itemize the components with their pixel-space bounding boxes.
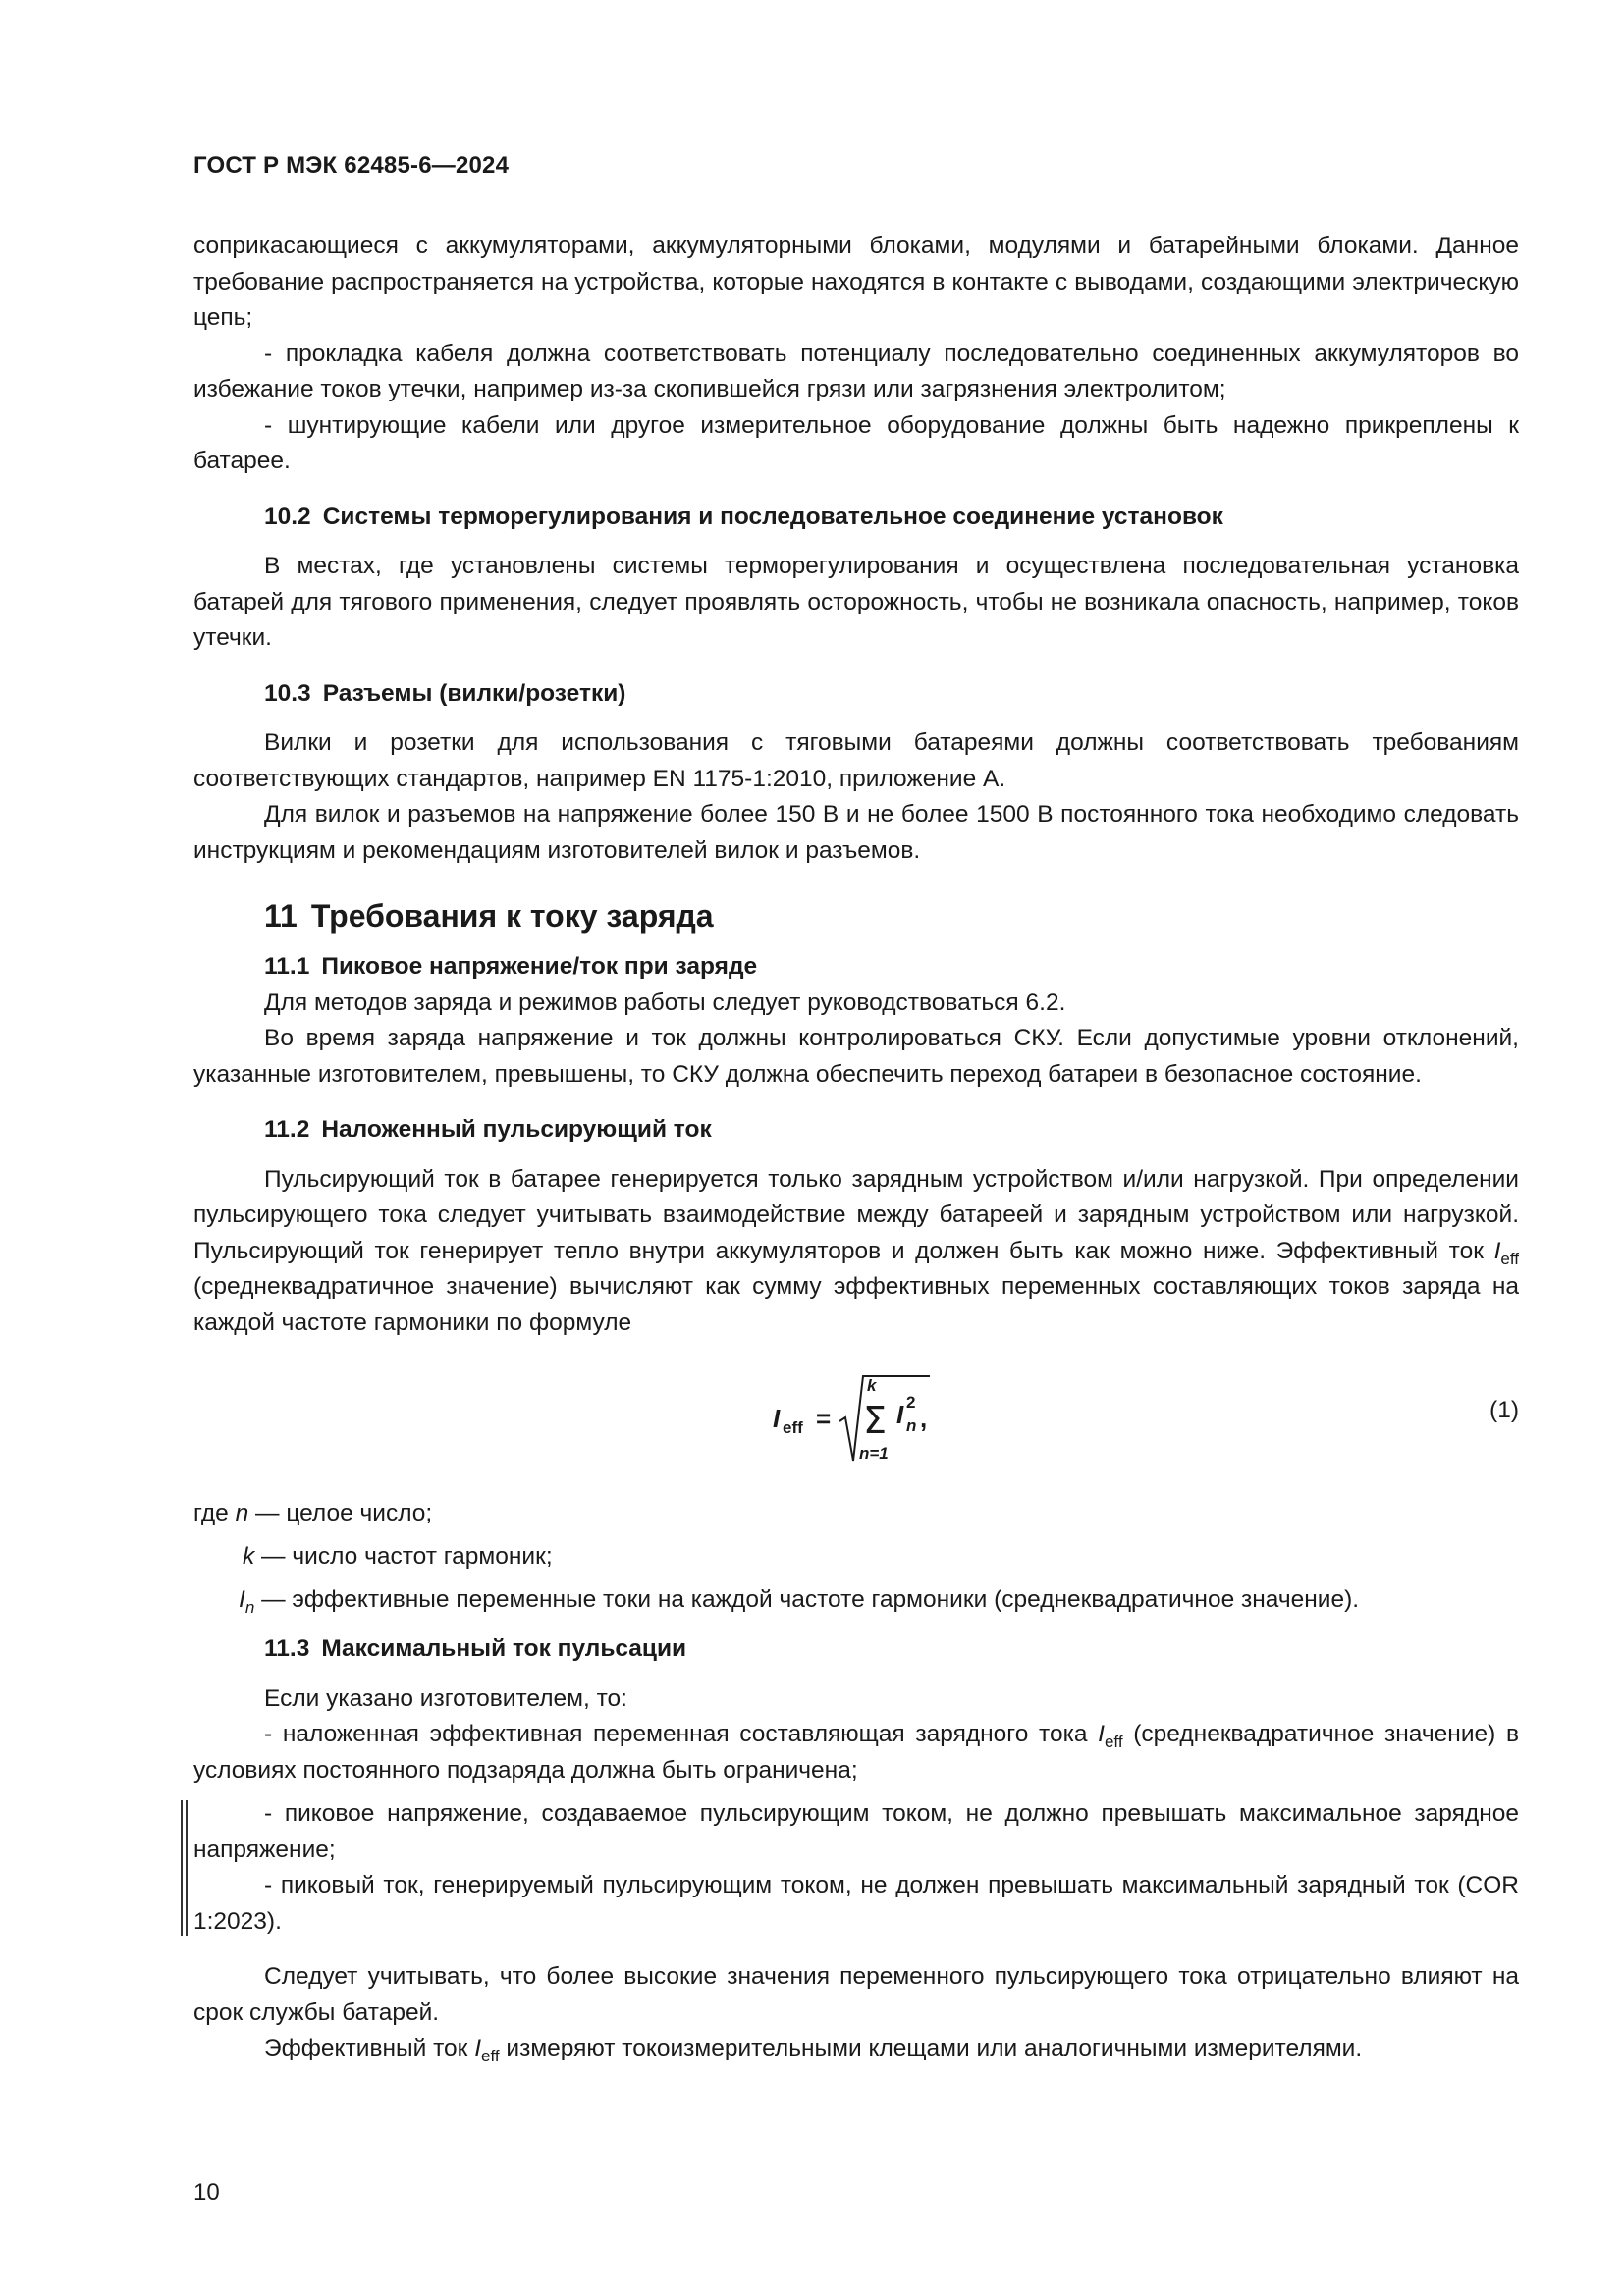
- intro-paragraph-2: - прокладка кабеля должна соответствовать потенциалу последовательно соединенных аккумуляторов во избежание токов утечки, например из-за скопившейся грязи или загрязнения электролитом;: [193, 340, 1519, 402]
- section-title: Наложенный пульсирующий ток: [321, 1116, 712, 1143]
- section-11-1-paragraph-1: Для методов заряда и режимов работы следует руководствоваться 6.2.: [264, 988, 1066, 1016]
- equation-number: (1): [1489, 1397, 1519, 1423]
- sum-sigma: Σ: [863, 1399, 888, 1442]
- section-10-3-heading: [193, 676, 1519, 713]
- section-number: 10.2: [264, 503, 311, 530]
- running-header: ГОСТ Р МЭК 62485-6—2024: [193, 152, 510, 179]
- formula-term-superscript: 2: [906, 1393, 916, 1412]
- definition-n: где n — целое число;: [193, 1500, 433, 1526]
- section-10-2-heading: [193, 500, 1519, 536]
- formula-term: I: [896, 1400, 904, 1429]
- section-title: Требования к току заряда: [310, 898, 714, 934]
- definition-k: k — число частот гармоник;: [243, 1543, 553, 1570]
- section-11-3-paragraph-2: - наложенная эффективная переменная составляющая зарядного тока $I_{eff}$ (среднеквадратичное значение) в условиях постоянного подзаряда должна быть ограничена;: [193, 1721, 1519, 1784]
- section-11-2-paragraph-1: Пульсирующий ток в батарее генерируется только зарядным устройством и/или нагрузкой. При определении пульсирующего тока следует учитывать взаимодействие между батареей и зарядным устройством или нагрузкой. Пульсирующий ток генерирует тепло внутри аккумуляторов и должен быть как можно ниже. Эффективный ток $I_{eff}$ (среднеквадратичное значение) вычисляют как сумму эффективных переменных составляющих токов заряда на каждой частоте гармоники по формуле: [193, 1165, 1519, 1336]
- intro-paragraph-1: соприкасающиеся с аккумуляторами, аккумуляторными блоками, модулями и батарейными блоками. Данное требование распространяется на устройства, которые находятся в контакте с выводами, создающими электрическую цепь;: [193, 233, 1519, 331]
- formula-definitions: [193, 1492, 1519, 1622]
- section-11-3-paragraph-1: Если указано изготовителем, то:: [264, 1684, 627, 1712]
- sum-upper-limit: k: [867, 1376, 877, 1395]
- section-title: Системы терморегулирования и последовательное соединение установок: [322, 503, 1223, 530]
- section-10-3-paragraph-1: Вилки и розетки для использования с тяговыми батареями должны соответствовать требованиям соответствующих стандартов, например EN 1175-1:2010, приложение А.: [193, 729, 1519, 792]
- section-title: Максимальный ток пульсации: [321, 1635, 687, 1662]
- formula-lhs-subscript: eff: [783, 1418, 803, 1437]
- symbol-i: I: [1493, 1237, 1501, 1264]
- amended-text-block: [182, 1796, 1519, 1940]
- page-number: 10: [193, 2179, 220, 2206]
- section-number: 11.1: [264, 953, 310, 980]
- sum-lower-limit: n=1: [859, 1444, 889, 1463]
- document-body: [193, 229, 1519, 2067]
- section-number: 10.3: [264, 679, 311, 707]
- section-number: 11.3: [264, 1635, 310, 1662]
- rms-current-formula: [773, 1362, 969, 1470]
- section-number: 11: [264, 898, 298, 934]
- section-11-3-paragraph-3: - пиковое напряжение, создаваемое пульсирующим током, не должно превышать максимальное зарядное напряжение;: [193, 1800, 1519, 1863]
- section-title: Разъемы (вилки/розетки): [322, 679, 626, 707]
- section-11-3-paragraph-4: - пиковый ток, генерируемый пульсирующим током, не должен превышать максимальный зарядный ток (COR 1:2023).: [193, 1872, 1519, 1935]
- subscript-eff: eff: [1500, 1249, 1519, 1268]
- definition-in: $I_n$ — эффективные переменные токи на каждой частоте гармоники (среднеквадратичное значение).: [239, 1586, 1360, 1617]
- section-11-3-paragraph-5: Следует учитывать, что более высокие значения переменного пульсирующего тока отрицательно влияют на срок службы батарей.: [193, 1963, 1519, 2026]
- formula-equals: =: [816, 1404, 832, 1433]
- section-10-2-paragraph-1: В местах, где установлены системы терморегулирования и осуществлена последовательная установка батарей для тягового применения, следует проявлять осторожность, чтобы не возникала опасность, например, токов утечки.: [193, 553, 1519, 651]
- section-11-3-heading: [193, 1631, 1519, 1668]
- section-number: 11.2: [264, 1116, 310, 1143]
- formula-comma: ,: [920, 1404, 928, 1433]
- section-11-3-paragraph-6: Эффективный ток $I_{eff}$ измеряют токоизмерительными клещами или аналогичными измерителями.: [264, 2035, 1363, 2065]
- formula-1: [193, 1357, 1519, 1474]
- section-10-3-paragraph-2: Для вилок и разъемов на напряжение более 150 В и не более 1500 В постоянного тока необходимо следовать инструкциям и рекомендациям изготовителей вилок и разъемов.: [193, 801, 1519, 864]
- formula-lhs: I: [773, 1404, 781, 1433]
- intro-paragraph-3: - шунтирующие кабели или другое измерительное оборудование должны быть надежно прикреплены к батарее.: [193, 411, 1519, 474]
- section-11-2-heading: [193, 1112, 1519, 1148]
- section-title: Пиковое напряжение/ток при заряде: [321, 953, 758, 980]
- section-11-1-paragraph-2: Во время заряда напряжение и ток должны контролироваться СКУ. Если допустимые уровни отклонений, указанные изготовителем, превышены, то СКУ должна обеспечить переход батареи в безопасное состояние.: [193, 1025, 1519, 1088]
- section-11-heading: [193, 894, 1519, 937]
- formula-term-subscript: n: [906, 1416, 917, 1435]
- section-11-1-heading: [193, 949, 1519, 986]
